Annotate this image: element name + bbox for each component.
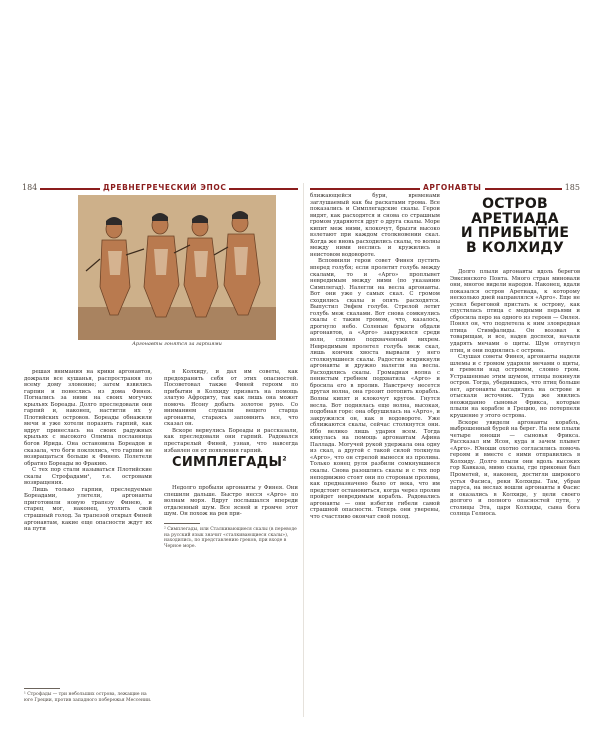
footnote-2 bbox=[164, 527, 298, 549]
paragraph: С тех пор стали называться Плотийские скалы Строфадами¹, т.е. островами возвращения. bbox=[24, 467, 152, 487]
paragraph: Слушая советы Финея, аргонавты надели шлемы и с громом ударяли мечами о щиты, и гремели над островом, словно гром. Устрашенные этим шумом, птицы покинули остров. Тогда, убедившись, что птиц больше нет, аргонавты высадились на острове и отыскали источник. Туда же явились неожиданно сыновья Фрикса, которые плыли на корабле в Грецию, но потерпели крушение у этого острова. bbox=[450, 354, 580, 420]
paragraph: Недолго пробыли аргонавты у Финея. Они спешили дальше. Быстро несся «Арго» по волнам моря. Вдруг послышался впереди отдаленный шум. Все ясней и громче этот шум. Он похож на рев при- bbox=[164, 485, 298, 518]
footnote-text: ¹ Строфады — три небольших острова, лежащие на юге Греции, против западного побережья Мессении. bbox=[24, 692, 152, 703]
relief-figures-image bbox=[78, 195, 276, 340]
running-head: ДРЕВНЕГРЕЧЕСКИЙ ЭПОС bbox=[100, 183, 229, 194]
paragraph: Вскоре увидели аргонавты корабль, выброшенный бурей на берег. На нем плыли четыре юноши — сыновья Фрикса. Рассказал им Ясон, куда и зачем плывет «Арго». Юноши охотно согласились помочь героям и вместе с ними отправились в Колхиду. Долго плыли они вдоль высоких гор Кавказа, мимо скалы, где прикован был Прометей, и, наконец, достигли широкого устья Фасиса, реки Колхиды. Там, убрав паруса, на веслах вошли аргонавты в Фасис и оказались в Колхиде, у цели своего долгого и полного опасностей пути, у столицы Эта, царя Колхиды, сына бога солнца Гелиоса. bbox=[450, 419, 580, 518]
book-spread bbox=[22, 183, 580, 717]
gutter bbox=[303, 183, 304, 717]
section-title-text: СИМПЛЕГАДЫ bbox=[172, 455, 283, 470]
paragraph: Лишь только гарпии, преследуемые Бореадами, улетели, аргонавты приготовили новую трапезу Финею, и старец мог, наконец, утолить свой страшный голод. За трапезой открыл Финей аргонавтам, какие еще опасности ждут их на пути bbox=[24, 486, 152, 533]
footnote-1 bbox=[24, 692, 152, 703]
footnote-rule bbox=[24, 688, 60, 689]
paragraph: решая внимания на крики аргонавтов, дожрали все кушанья, распространяя по всему дому зловоние; затем взвились гарпии и понеслись из дома Финея. Погнались за ними на своих могучих крыльях Бореады. Долго преследовали они гарпий и, наконец, настигли их у Плотийских островов. Бореады обнажили мечи и уже хотели поразить гарпий, как вдруг принеслась на своих радужных крыльях с высокого Олимпа посланница богов Ирида. Она остановила Бореадов и сказала, что боги поклялись, что гарпии не возвращаться больше к Финею. Полетели обратно Бореады во Фракию. bbox=[24, 369, 152, 467]
page-number: 184 bbox=[22, 183, 38, 192]
right-page bbox=[308, 183, 580, 717]
paragraph: Долго плыли аргонавты вдоль берегов Эвксинского Понта. Много стран миновали они, многое видели народов. Наконец, вдали показался остров Аретиада, к которому несколько дней направлялся «Арго». Еще не успел береговой пристать к острову, как спустилась птица с медными перьями и сбросила перо на одного из героев — Оилея. Понял он, что подлетела к ним зловредная птица Стимфалиды. Он воззвал к товарищам, и все, надев доспехи, начали ударять мечами о щиты. Шум отпугнул птиц, и они поднялись с острова. bbox=[450, 269, 580, 354]
section-title bbox=[172, 455, 287, 470]
paragraph: в Колхиду, и дал им советы, как предохранить себя от этих опасностей. Посоветовал также Финей героям по прибытии в Колхиду призвать на помощь златую Афродиту, так как лишь она может помочь Ясону добыть золотое руно. Со вниманием слушали вещего старца аргонавты, стараясь запомнить все, что сказал он. bbox=[164, 369, 298, 428]
footnote-text: ² Симплегады, или Сталкивающиеся скалы (в переводе на русский язык значит «сталкивающиеся скалы»), находились, по представлению греков, при входе в Черное море. bbox=[164, 527, 297, 549]
paragraph: ближающейся бури, временами заглушаемый как бы раскатами грома. Все показались и Симплегадские скалы. Герои видят, как расходятся и снова со страшным громом ударяются друг о друга скалы. Море кипит меж ними, клокочут, брызги высоко взлетают при каждом столкновении скал. Когда же вновь расходились скалы, то волны между ними неслись и кружились в неистовом водовороте. bbox=[310, 193, 440, 258]
paragraph: Вспомнили герои совет Финея пустить вперед голубя; если пролетит голубь между скалами, то и «Арго» проплывет невредимым между ними (по указанию Симплегад). Налегли на весла аргонавты. Вот они уже у самых скал. С громом сходились скалы и опять расходятся. Выпустил Эвфем голубя. Стрелой летит голубь меж скалами. Вот снова сомкнулись скалы с таким громом, что, казалось, дрогнуло небо. Соленые брызги обдали аргонавтов, а «Арго» закружился среди волн, словно подхваченный вихрем. Невредимым пролетел голубь меж скал, лишь кончик хвоста вырвали у него столкнувшиеся скалы. Радостно вскрикнули аргонавты и дружно налегли на весла. Расходились скалы. Громадная волна с пенистым гребнем подхватила «Арго» и бросила его в пролив. Навстречу несется другая волна, она грозит потопить корабль. Волны кипят и клокочут кругом. Гнутся весла. Вот поднялась еще волна, высокая, подобная горе: она обрушилась на «Арго», и закружился он, как в водовороте. Уже сближаются скалы, сейчас столкнутся они. Ибо велико лишь ударяя всем. Тогда кинулась на помощь аргонавтам Афина Паллада. Могучей рукой удержала она одну из скал, а другой с такой силой толкнула «Арго», что он стрелой вынесся из пролива. Только конец руля разбили сомкнувшиеся скалы. Снова разошлись скалы и с тех пор неподвижно стоят они по сторонам пролива, как предназначено было от века, что им предстоит остановиться, когда через пролив пройдет невредимым корабль. Радовались аргонавты — они избегли гибели самой страшной опасности. Теперь они уверены, что счастливо окончат свой поход. bbox=[310, 258, 440, 520]
left-column-1 bbox=[24, 369, 152, 533]
relief-illustration bbox=[78, 195, 276, 340]
section-title-footnote-mark: 2 bbox=[282, 455, 287, 463]
left-column-2 bbox=[164, 369, 298, 454]
title-line: ОСТРОВ bbox=[482, 196, 548, 212]
left-page-header bbox=[22, 183, 300, 195]
right-column-2 bbox=[450, 269, 580, 518]
title-line: АРЕТИАДА bbox=[471, 210, 559, 227]
chapter-title bbox=[450, 197, 580, 259]
page-number: 185 bbox=[564, 183, 580, 192]
paragraph: Вскоре вернулись Бореады и рассказали, как преследовали они гарпий. Радовался престарелый Финей, узнав, что навсегда избавлен он от появления гарпий. bbox=[164, 427, 298, 454]
left-column-2b bbox=[164, 485, 298, 518]
title-line: И ПРИБЫТИЕ bbox=[460, 225, 570, 242]
figure-caption: Аргонавты гонятся за гарпиями bbox=[132, 341, 222, 347]
title-line: В КОЛХИДУ bbox=[465, 239, 565, 256]
right-column-1 bbox=[310, 193, 440, 520]
footnote-rule bbox=[164, 523, 200, 524]
left-page bbox=[22, 183, 300, 717]
running-head: АРГОНАВТЫ bbox=[420, 183, 485, 194]
